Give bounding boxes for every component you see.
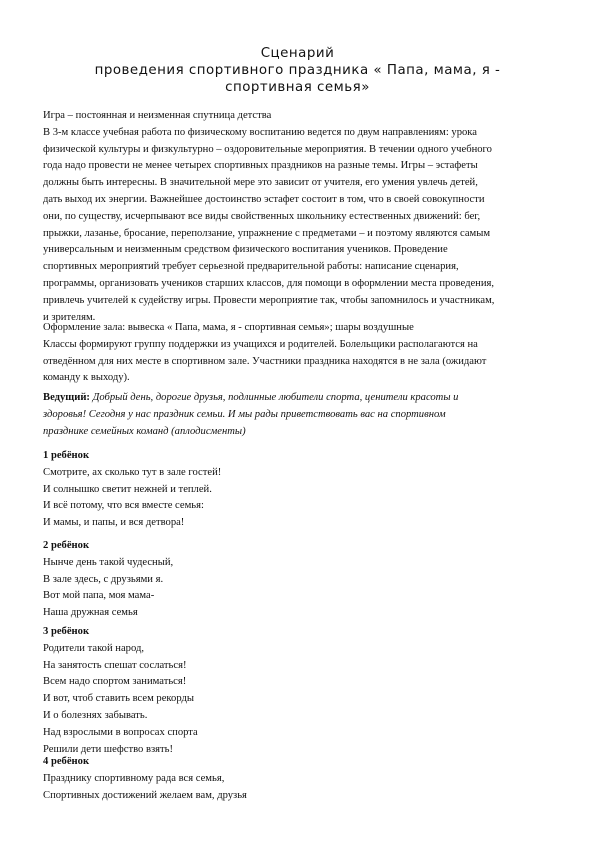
verse-line: Над взрослыми в вопросах спорта [43,726,198,738]
document-title [40,46,555,96]
verse-line: Наша дружная семья [43,607,138,619]
child-2-label: 2 ребёнок [43,540,90,551]
title-line-3: спортивная семья» [225,79,370,95]
verse-line: И солнышко светит нежней и теплей. [43,483,212,495]
child-4-label: 4 ребёнок [43,756,90,767]
intro-line: универсальным и неизменным средством физического воспитания учеников. Проведение [43,244,448,256]
verse-line: Празднику спортивному рада вся семья, [43,772,225,784]
intro-section [43,108,563,326]
child-4-section [43,754,563,804]
verse-line: В зале здесь, с друзьями я. [43,573,164,585]
intro-line: привлечь учителей к судейству игры. Провести мероприятие так, чтобы запомнилось и участникам, [43,294,495,306]
decoration-line: Классы формируют группу поддержки из учащихся и родителей. Болельщики располагаются на [43,338,478,350]
intro-line: программы, организовать учеников старших классов, для помощи в оформлении места проведения, [43,277,495,289]
intro-line: года надо провести не менее четырех спортивных праздников на разные темы. Игры – эстафеты [43,160,478,172]
verse-line: Решили дети шефство взять! [43,743,174,755]
decoration-line: Оформление зала: вывеска « Папа, мама, я - спортивная семья»; шары воздушные [43,322,414,333]
decoration-section [43,320,563,387]
verse-line: И мамы, и папы, и вся детвора! [43,517,185,529]
child-1-label: 1 ребёнок [43,450,90,461]
child-1-section [43,448,563,532]
host-line-3: празднике семейных команд (аплодисменты) [43,425,246,437]
intro-heading: Игра – постоянная и неизменная спутница детства [43,110,272,121]
intro-line: В 3-м классе учебная работа по физическому воспитанию ведется по двум направлениям: урока [43,126,477,138]
host-section [43,390,563,440]
verse-line: И вот, чтоб ставить всем рекорды [43,693,195,705]
host-line-1: Добрый день, дорогие друзья, подлинные любители спорта, ценители красоты и [89,392,459,403]
title-line-1: Сценарий [260,46,335,61]
verse-line: Спортивных достижений желаем вам, друзья [43,789,247,801]
verse-line: И всё потому, что вся вместе семья: [43,500,204,512]
intro-line: прыжки, лазанье, бросание, переползание, упражнение с предметами – и поэтому являются самым [43,227,491,239]
intro-line: они, по существу, исчерпывают все виды свойственных школьнику естественных движений: бег, [43,210,481,222]
verse-line: Всем надо спортом заниматься! [43,676,187,688]
child-3-section [43,624,563,758]
decoration-line: команду к выходу). [43,372,130,384]
host-line-2: здоровья! Сегодня у нас праздник семьи. И мы рады приветствовать вас на спортивном [43,408,446,420]
intro-line: дать выход их энергии. Важнейшее достоинство эстафет состоит в том, что в своей совокупности [43,193,485,205]
decoration-line: отведённом для них месте в спортивном зале. Участники праздника находятся в не зала (ожидают [43,355,487,367]
host-speaker-label: Ведущий: [43,392,90,403]
intro-line: и зрителям. [43,311,96,323]
verse-line: Смотрите, ах сколько тут в зале гостей! [43,466,222,478]
title-line-2: проведения спортивного праздника « Папа, мама, я - [94,62,501,78]
intro-line: спортивных мероприятий требует серьезной предварительной работы: написание сценария, [43,261,459,273]
child-2-section [43,538,563,622]
verse-line: Родители такой народ, [43,642,144,654]
verse-line: Нынче день такой чудесный, [43,556,174,568]
verse-line: Вот мой папа, моя мама- [43,590,155,602]
intro-line: должны быть интересны. В значительной мере это зависит от учителя, его умения увлечь детей, [43,177,478,189]
child-3-label: 3 ребёнок [43,626,90,637]
verse-line: И о болезнях забывать. [43,709,148,721]
verse-line: На занятость спешат сослаться! [43,659,187,671]
intro-line: физической культуры и физкультурно – оздоровительные мероприятия. В течении одного учебного [43,143,492,155]
